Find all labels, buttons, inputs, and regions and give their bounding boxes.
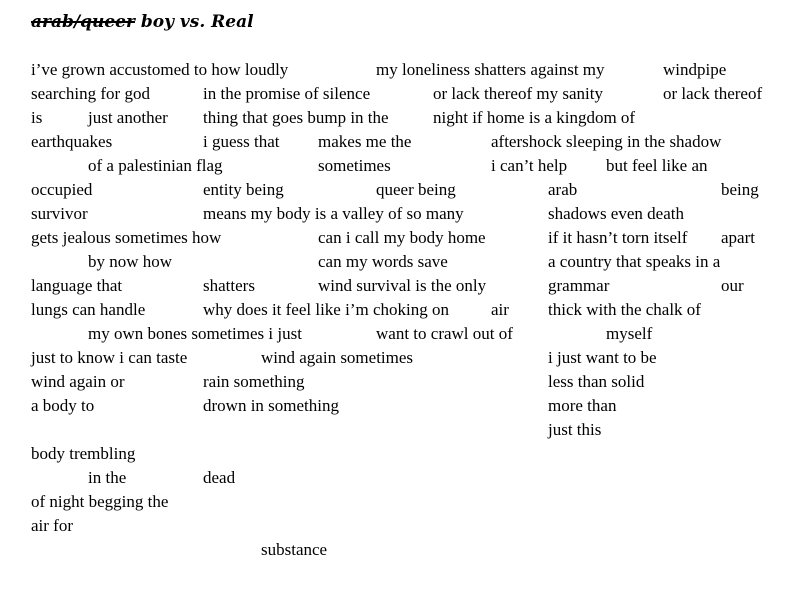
poem-fragment: thick with the chalk of — [548, 300, 701, 319]
poem-fragment: drown in something — [203, 396, 339, 415]
poem-fragment: searching for god — [31, 84, 150, 103]
poem-fragment: our — [721, 276, 744, 295]
poem-fragment: arab — [548, 180, 578, 199]
poem-fragment: wind survival is the only — [318, 276, 487, 295]
poem-fragment: sometimes — [318, 156, 391, 175]
poem-fragment: in the promise of silence — [203, 84, 371, 103]
poem-fragment: of night begging the — [31, 492, 169, 511]
poem-fragment: earthquakes — [31, 132, 113, 151]
poem-fragment: grammar — [548, 276, 610, 295]
poem-fragment: want to crawl out of — [376, 324, 513, 343]
poem-fragment: shadows even death — [548, 204, 684, 223]
poem-fragment: can my words save — [318, 252, 448, 271]
poem-fragment: air — [491, 300, 509, 319]
poem-fragment: lungs can handle — [31, 300, 146, 319]
poem-fragment: rain something — [203, 372, 305, 391]
poem-fragment: entity being — [203, 180, 284, 199]
poem-fragment: aftershock sleeping in the shadow — [491, 132, 722, 151]
title-text: boy vs. Real — [140, 12, 254, 32]
poem-fragment: i guess that — [203, 132, 280, 151]
poem-fragment: my own bones sometimes i just — [88, 324, 302, 343]
poem-fragment: just another — [88, 108, 168, 127]
poem-fragment: being — [721, 180, 759, 199]
poem-fragment: or lack thereof — [663, 84, 763, 103]
poem-fragment: if it hasn’t torn itself — [548, 228, 688, 247]
poem-fragment: i’ve grown accustomed to how loudly — [31, 60, 289, 79]
poem-fragment: a body to — [31, 396, 95, 415]
poem-fragment: just to know i can taste — [31, 348, 188, 367]
poem-fragment: apart — [721, 228, 755, 247]
poem-fragment: but feel like an — [606, 156, 708, 175]
poem-fragment: of a palestinian flag — [88, 156, 223, 175]
poem-fragment: night if home is a kingdom of — [433, 108, 636, 127]
poem-fragment: air for — [31, 516, 74, 535]
poem-fragment: windpipe — [663, 60, 727, 79]
poem-fragment: why does it feel like i’m choking on — [203, 300, 449, 319]
poem-fragment: just this — [548, 420, 602, 439]
poem-fragment: queer being — [376, 180, 456, 199]
poem-fragment: is — [31, 108, 43, 127]
poem-fragment: wind again sometimes — [261, 348, 414, 367]
poem-fragment: wind again or — [31, 372, 125, 391]
poem-fragment: occupied — [31, 180, 93, 199]
poem-fragment: gets jealous sometimes how — [31, 228, 222, 247]
poem-fragment: survivor — [31, 204, 88, 223]
poem-fragment: makes me the — [318, 132, 412, 151]
poem-fragment: dead — [203, 468, 236, 487]
poem-fragment: can i call my body home — [318, 228, 486, 247]
poem-fragment: a country that speaks in a — [548, 252, 721, 271]
poem-fragment: in the — [88, 468, 127, 487]
poem-fragment: by now how — [88, 252, 173, 271]
poem-fragment: or lack thereof my sanity — [433, 84, 603, 103]
poem-fragment: i just want to be — [548, 348, 657, 367]
poem-fragment: myself — [606, 324, 653, 343]
poem-fragment: thing that goes bump in the — [203, 108, 389, 127]
title-struck-text: arab/queer — [31, 12, 135, 32]
poem-fragment: shatters — [203, 276, 255, 295]
poem-fragment: my loneliness shatters against my — [376, 60, 605, 79]
poem-fragment: means my body is a valley of so many — [203, 204, 464, 223]
poem-fragment: body trembling — [31, 444, 136, 463]
poem-fragment: substance — [261, 540, 328, 559]
poem-fragment: i can’t help — [491, 156, 568, 175]
poem-fragment: language that — [31, 276, 123, 295]
poem-fragment: more than — [548, 396, 617, 415]
poem-fragment: less than solid — [548, 372, 645, 391]
